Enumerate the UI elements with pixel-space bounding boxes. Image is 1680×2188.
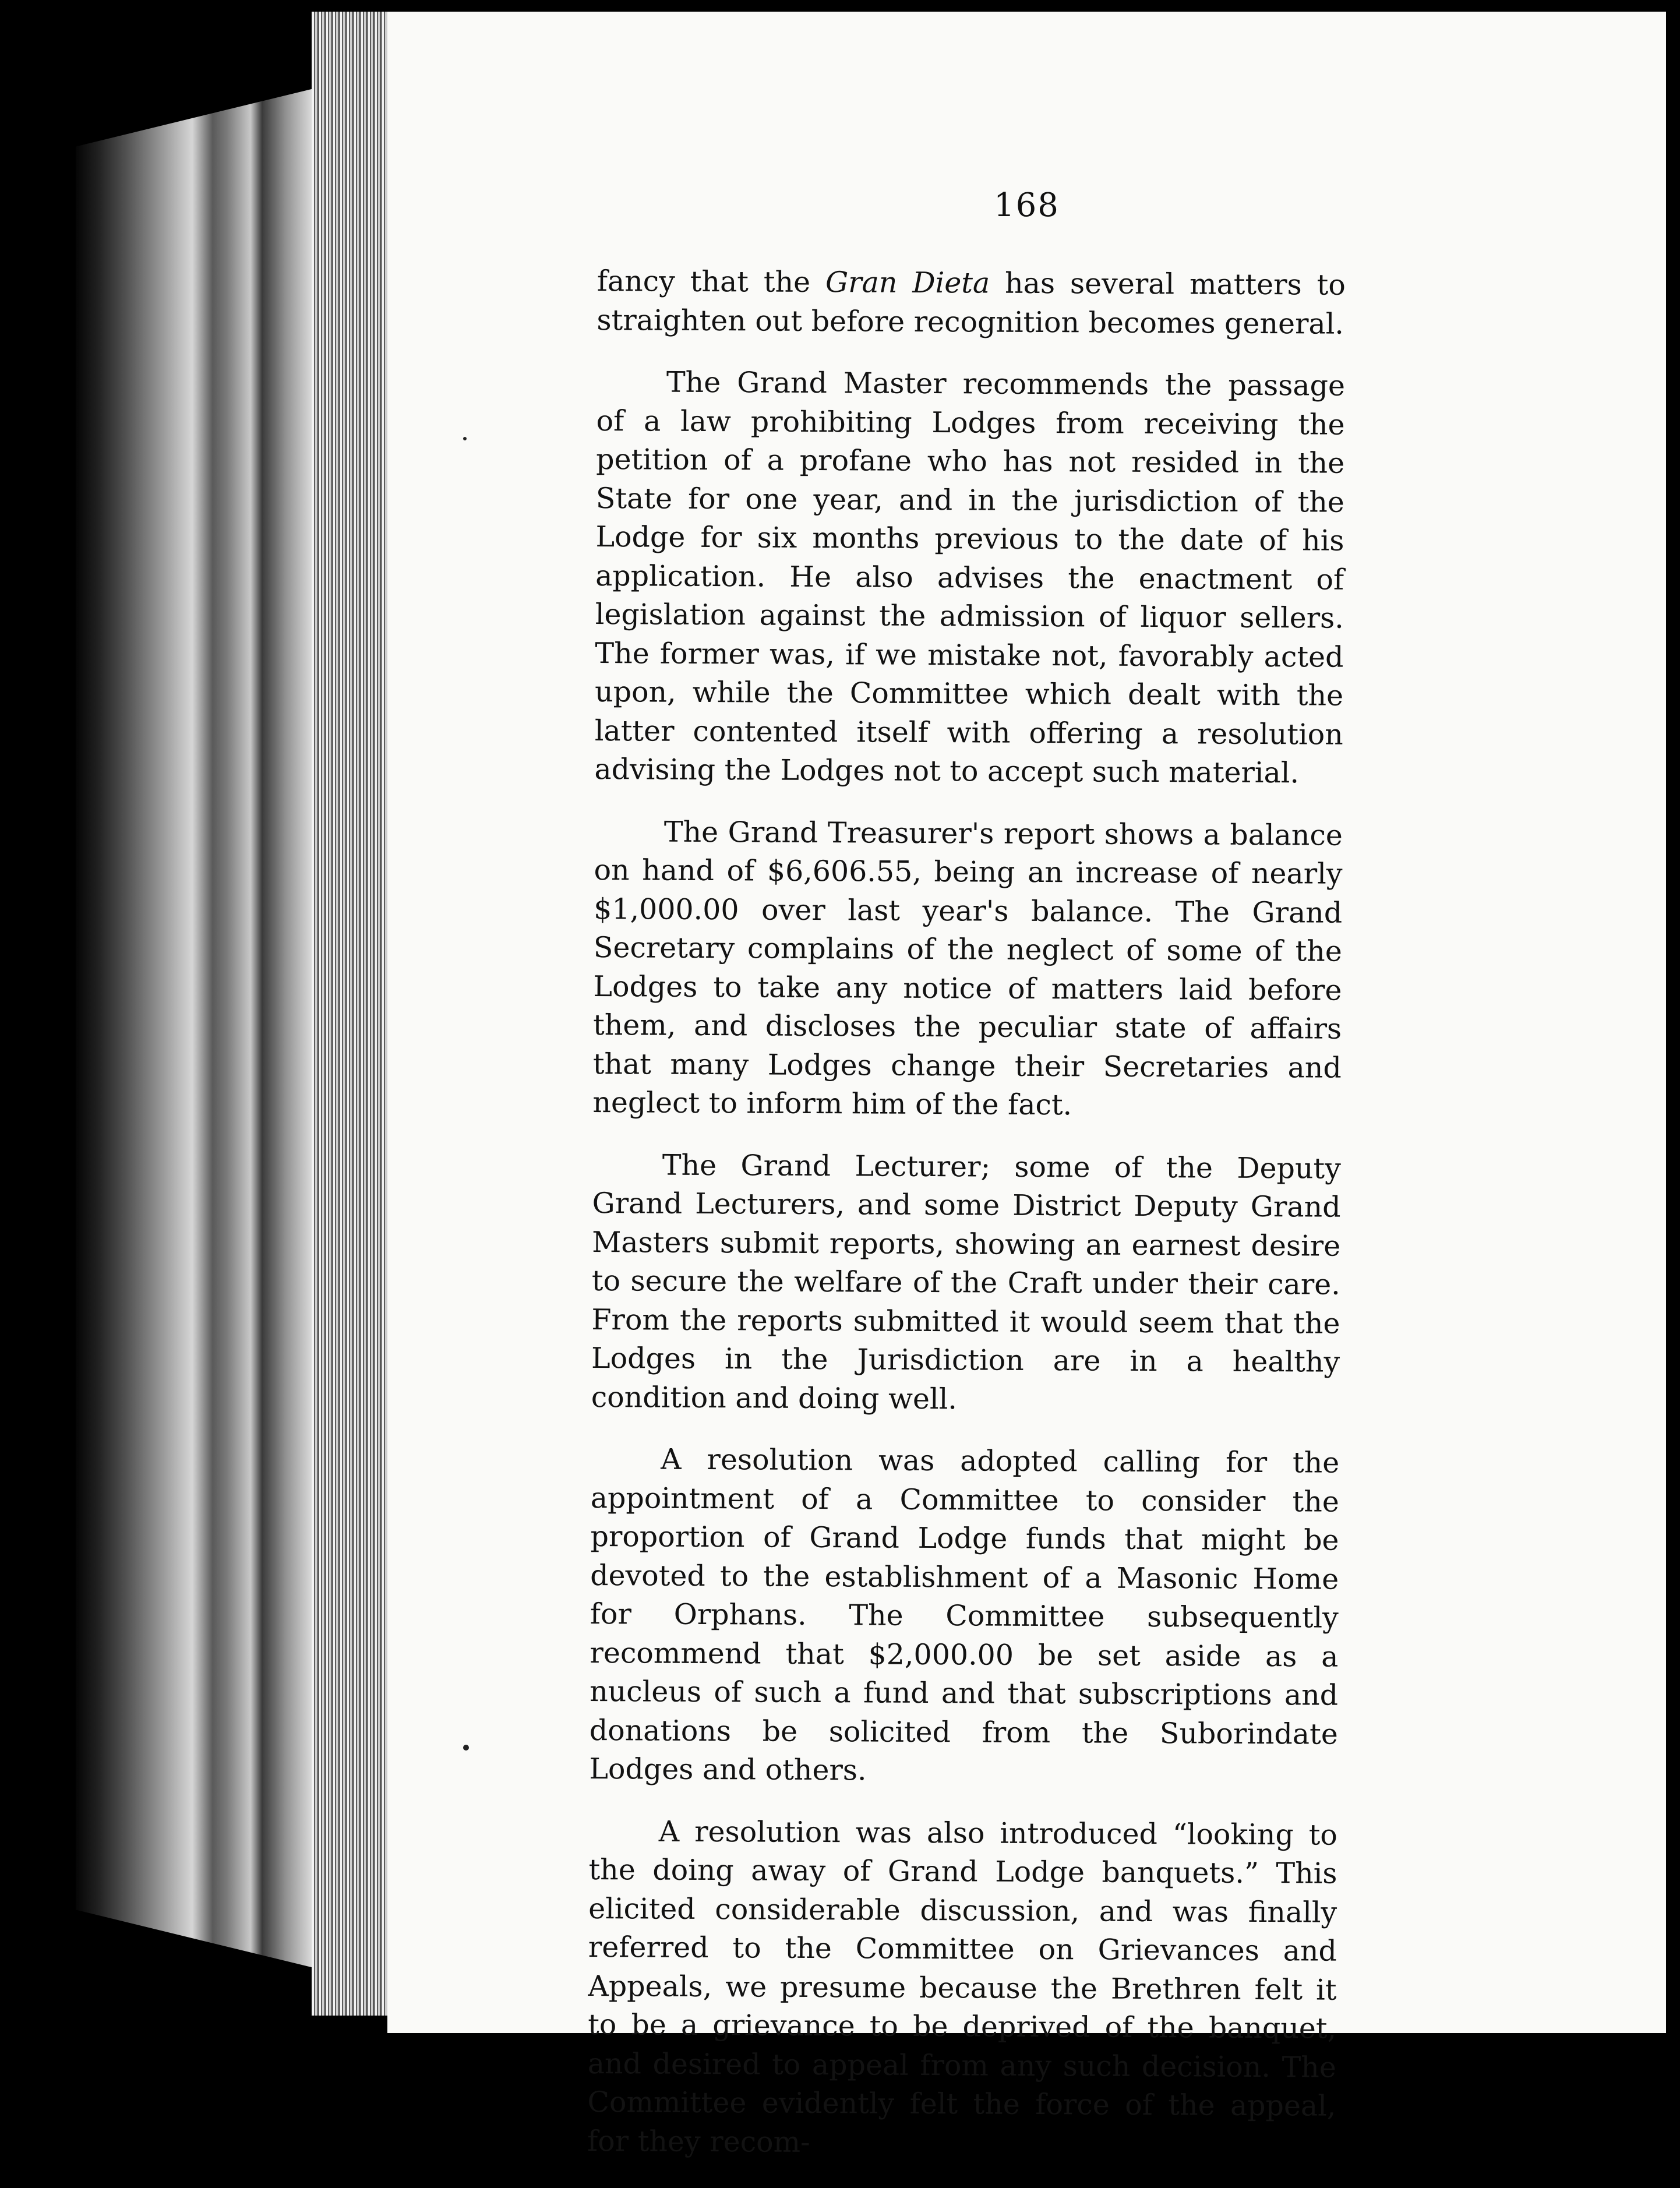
book-page xyxy=(387,12,1666,2159)
paragraph-1-italic: Gran Dieta xyxy=(825,266,990,300)
paragraph-6: A resolution was also introduced “looking to the doing away of Grand Lodge banquets.” This elicited considerable discussion, and was finally referred to the Committee on Grievances and Appeals, we presume because the Brethren felt it to be a grievance to be deprived of the banquet, and desired to appeal from any such decision. The Committee evidently felt the force of the appeal, for they recom- xyxy=(587,1815,1338,2159)
paragraph-2: The Grand Master recommends the passage of a law prohibiting Lodges from receiving the petition of a profane who has not resided in the State for one year, and in the jurisdiction of the Lodge for six months previous to the date of his application. He also advises the enactment of legislation against the admission of liquor sellers. The former was, if we mistake not, favorably acted upon, while the Committee which dealt with the latter contented itself with offering a resolution advising the Lodges not to accept such material. xyxy=(594,365,1346,790)
paragraph-1-after: has several matters to straighten out before recognition becomes general. xyxy=(597,266,1346,341)
dust-speck xyxy=(463,1745,469,1751)
book-spine-edge xyxy=(0,0,390,2045)
paragraph-5: A resolution was adopted calling for the appointment of a Committee to consider the proportion of Grand Lodge funds that might be devoted to the establishment of a Masonic Home for Orphans. The Committee subsequently recommend that $2,000.00 be set aside as a nucleus of such a fund and that subscriptions and donations be solicited from the Suborindate Lodges and others. xyxy=(589,1442,1340,1787)
paragraph-4: The Grand Lecturer; some of the Deputy Grand Lecturers, and some District Deputy Grand Masters submit reports, showing an earnest desire to secure the welfare of the Craft under their care. From the reports submitted it would seem that the Lodges in the Jurisdiction are in a healthy condition and doing well. xyxy=(591,1148,1342,1416)
body-text xyxy=(587,262,1346,2188)
paragraph-1 xyxy=(597,262,1346,344)
dust-speck xyxy=(463,437,467,440)
paragraph-3: The Grand Treasurer's report shows a balance on hand of $6,606.55, being an increase of nearly $1,000.00 over last year's balance. The Grand Secretary complains of the neglect of some of the Lodges to take any notice of matters laid before them, and discloses the peculiar state of affairs that many Lodges change their Secretaries and neglect to inform him of the fact. xyxy=(592,815,1343,1122)
paragraph-1-before: fancy that the xyxy=(597,264,826,299)
page-stack-lines xyxy=(312,12,387,2016)
page-number: 168 xyxy=(994,186,1060,224)
